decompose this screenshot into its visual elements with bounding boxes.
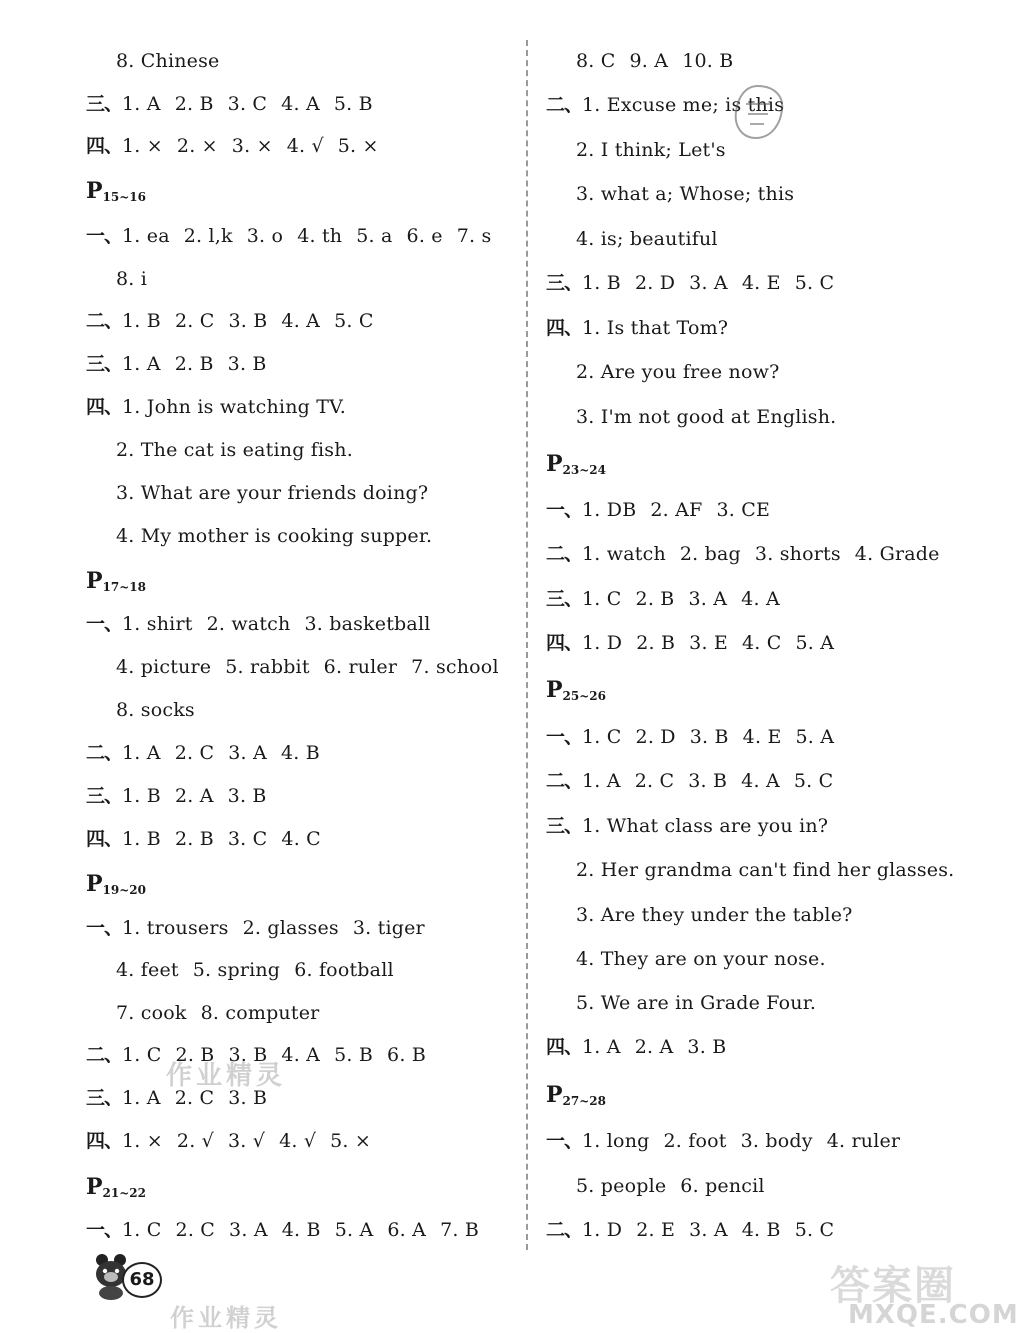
answer-line: 二、1. A 2. C 3. B 4. A 5. C [546,770,834,792]
answer-line: 2. Are you free now? [576,361,780,383]
watermark: 答案圈 [830,1263,956,1309]
answer-line: 二、1. B 2. C 3. B 4. A 5. C [86,310,374,332]
page-range-heading: $P_{21\sim 22}$ [86,1174,146,1200]
answer-line: 4. is; beautiful [576,228,718,250]
answer-line: 一、1. long 2. foot 3. body 4. ruler [546,1130,901,1152]
answer-line: 4. They are on your nose. [576,948,826,970]
answer-line: 三、1. A 2. C 3. B [86,1087,268,1109]
answer-line: 4. feet 5. spring 6. football [116,959,394,981]
page-range-heading: $P_{17\sim 18}$ [86,568,146,594]
answer-line: 四、1. B 2. B 3. C 4. C [86,828,321,850]
answer-line: 一、1. DB 2. AF 3. CE [546,499,771,521]
answer-line: 3. Are they under the table? [576,904,853,926]
answer-line: 四、1. × 2. √ 3. √ 4. √ 5. × [86,1130,372,1152]
answer-line: 一、1. shirt 2. watch 3. basketball [86,613,431,635]
answer-line: 四、1. Is that Tom? [546,317,729,339]
page-range-heading: $P_{15\sim 16}$ [86,178,146,204]
answer-line: 二、1. A 2. C 3. A 4. B [86,742,320,764]
answer-line: 三、1. A 2. B 3. C 4. A 5. B [86,93,373,115]
page-number: 68 [122,1262,162,1298]
answer-line: 5. We are in Grade Four. [576,992,817,1014]
answer-line: 三、1. A 2. B 3. B [86,353,267,375]
answer-line: 2. I think; Let's [576,139,726,161]
answer-line: 四、1. D 2. B 3. E 4. C 5. A [546,632,835,654]
answer-line: 2. Her grandma can't find her glasses. [576,859,955,881]
watermark: MXQE.COM [848,1300,1019,1330]
answer-line: 8. socks [116,699,195,721]
page-range-heading: $P_{25\sim 26}$ [546,677,606,703]
answer-line: 三、1. B 2. A 3. B [86,785,267,807]
answer-line: 一、1. C 2. D 3. B 4. E 5. A [546,726,835,748]
answer-line: 二、1. watch 2. bag 3. shorts 4. Grade [546,543,940,565]
answer-line: 8. C 9. A 10. B [576,50,734,72]
answer-line: 3. what a; Whose; this [576,183,795,205]
answer-line: 二、1. C 2. B 3. B 4. A 5. B 6. B [86,1044,426,1066]
answer-line: 7. cook 8. computer [116,1002,320,1024]
answer-line: 8. Chinese [116,50,220,72]
answer-line: 四、1. × 2. × 3. × 4. √ 5. × [86,135,379,157]
answer-line: 8. i [116,268,148,290]
page-number-badge [92,1250,166,1302]
page-range-heading: $P_{23\sim 24}$ [546,451,606,477]
page-range-heading: $P_{27\sim 28}$ [546,1082,606,1108]
watermark: 作业精灵 [170,1304,282,1332]
answer-line: 2. The cat is eating fish. [116,439,353,461]
answer-line: 二、1. D 2. E 3. A 4. B 5. C [546,1219,835,1241]
answer-line: 三、1. C 2. B 3. A 4. A [546,588,780,610]
answer-line: 4. picture 5. rabbit 6. ruler 7. school [116,656,499,678]
answer-line: 二、1. Excuse me; is this [546,94,785,116]
answer-line: 3. What are your friends doing? [116,482,429,504]
answer-line: 5. people 6. pencil [576,1175,765,1197]
answer-line: 4. My mother is cooking supper. [116,525,433,547]
answer-line: 四、1. John is watching TV. [86,396,346,418]
answer-line: 三、1. B 2. D 3. A 4. E 5. C [546,272,835,294]
stamp-icon [730,82,786,142]
column-divider [526,40,528,1250]
answer-line: 三、1. What class are you in? [546,815,829,837]
answer-line: 四、1. A 2. A 3. B [546,1036,727,1058]
page-range-heading: $P_{19\sim 20}$ [86,871,146,897]
answer-line: 3. I'm not good at English. [576,406,837,428]
watermark: 作业精灵 [166,1061,287,1091]
answer-line: 一、1. trousers 2. glasses 3. tiger [86,917,425,939]
answer-line: 一、1. C 2. C 3. A 4. B 5. A 6. A 7. B [86,1219,480,1241]
answer-line: 一、1. ea 2. l,k 3. o 4. th 5. a 6. e 7. s [86,225,492,247]
